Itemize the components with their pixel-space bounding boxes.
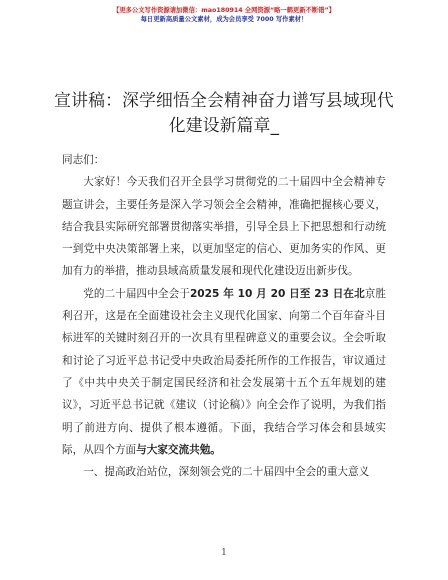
paragraph-plenum [62, 283, 386, 461]
section-heading-1: 一、提高政治站位，深刻领会党的二十届四中全会的重大意义 [83, 466, 370, 479]
paragraph-plenum-closing: 与大家交流共勉。 [136, 443, 221, 456]
document-body [62, 149, 386, 483]
paragraph-plenum-text: 京胜利召开，这是在全面建设社会主义现代化国家、向第二个百年奋斗目标进军的关键时刻召开的一次具有里程碑意义的重要会议。全会听取和讨论了习近平总书记受中央政治局委托所作的工作报告，审议通过了《中共中央关于制定国民经济和社会发展第十五个五年规划的建议》，习近平总书记就《建议（讨论稿）》向全会作了说明，为我们指明了前进方向、提供了根本遵循。下面，我结合学习体会和县域实际，从四个方面 [62, 287, 387, 456]
plenum-date: 2025 年 10 月 20 日至 23 日在北 [189, 287, 365, 300]
page-number: 1 [221, 548, 227, 558]
paragraph-intro: 大家好！今天我们召开全县学习贯彻党的二十届四中全会精神专题宣讲会，主要任务是深入学习领会全会精神，准确把握核心要义，结合我县实际研究部署贯彻落实举措，引导全县上下把思想和行动统一到党中央决策部署上来，以更加坚定的信心、更加务实的作风、更加有力的举措，推动县域高质量发展和现代化建设迈出新步伐。 [62, 176, 386, 278]
document-title: 宣讲稿：深学细悟全会精神奋力谱写县域现代化建设新篇章_ [54, 90, 394, 135]
paragraph-plenum-lead: 党的二十届四中全会于 [83, 287, 190, 300]
promo-line-2: 每日更新高质量公文素材，成为会员享受 7000 写作素材！ [140, 16, 308, 23]
greeting: 同志们： [62, 154, 105, 166]
promo-line-1: 【更多公文写作资源请加微信：mao180914 全网资源“略一鹤更新不断错”】 [113, 7, 335, 14]
promo-banner [0, 6, 448, 24]
